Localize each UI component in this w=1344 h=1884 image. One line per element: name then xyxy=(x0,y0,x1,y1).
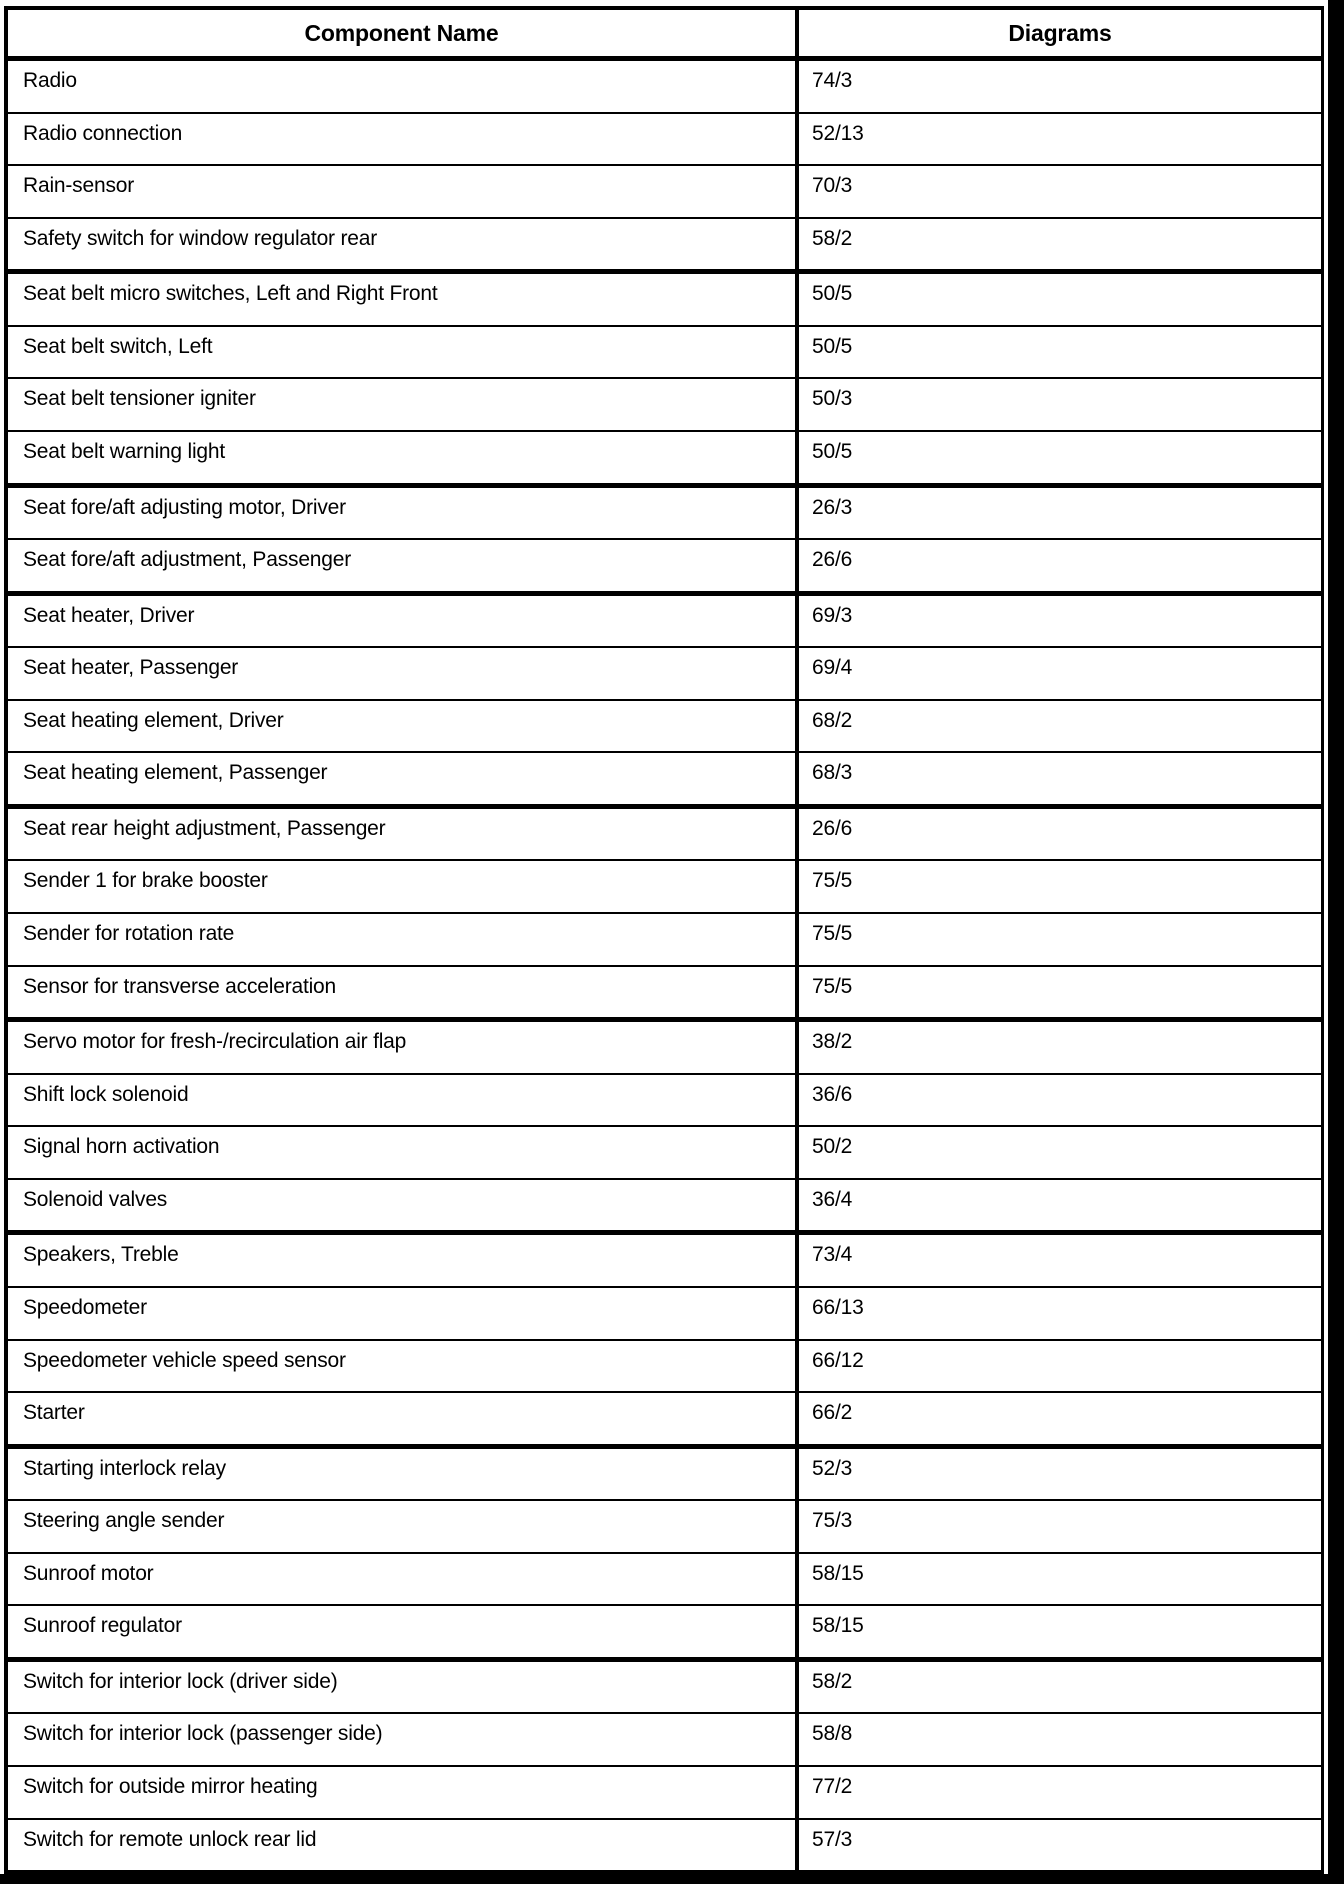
component-name-cell: Seat heating element, Driver xyxy=(8,701,799,752)
diagram-ref-cell: 66/13 xyxy=(812,1295,864,1319)
table-row xyxy=(8,1341,1321,1394)
component-name-cell: Sunroof motor xyxy=(8,1554,799,1605)
diagram-ref-cell: 75/5 xyxy=(812,922,853,945)
component-name-cell: Signal horn activation xyxy=(8,1127,799,1178)
component-name-cell: Seat rear height adjustment, Passenger xyxy=(8,809,799,860)
diagram-ref-cell: 58/2 xyxy=(812,226,853,250)
table-row xyxy=(8,1767,1321,1820)
diagram-ref-cell: 75/5 xyxy=(812,869,853,893)
component-name-cell: Starting interlock relay xyxy=(8,1449,799,1500)
table-row xyxy=(8,809,1321,862)
component-name-cell: Seat heating element, Passenger xyxy=(8,753,799,804)
diagram-ref-cell: 50/3 xyxy=(812,387,853,411)
table-row xyxy=(8,1662,1321,1715)
component-name-cell: Sensor for transverse acceleration xyxy=(8,967,799,1018)
component-name-cell: Seat fore/aft adjusting motor, Driver xyxy=(8,488,799,539)
component-name-cell: Seat belt micro switches, Left and Right Front xyxy=(8,274,799,325)
table-row xyxy=(8,1501,1321,1554)
component-name-cell: Seat fore/aft adjustment, Passenger xyxy=(8,540,799,591)
component-name-cell: Radio connection xyxy=(8,114,799,165)
table-row xyxy=(8,701,1321,754)
diagram-ref-cell: 73/4 xyxy=(812,1243,853,1267)
table-row xyxy=(8,1393,1321,1449)
diagram-ref-cell: 36/6 xyxy=(812,1082,853,1106)
component-name-cell: Switch for outside mirror heating xyxy=(8,1767,799,1818)
diagram-ref-cell: 68/2 xyxy=(812,708,853,732)
component-name-cell: Shift lock solenoid xyxy=(8,1075,799,1126)
table-row xyxy=(8,1127,1321,1180)
scan-edge-bottom xyxy=(0,1874,1344,1884)
table-row xyxy=(8,1714,1321,1767)
table-row xyxy=(8,219,1321,275)
table-row xyxy=(8,488,1321,541)
component-name-cell: Radio xyxy=(8,61,799,112)
diagram-ref-cell: 75/3 xyxy=(812,1509,853,1533)
diagram-ref-cell: 38/2 xyxy=(812,1030,853,1054)
diagram-ref-cell: 26/3 xyxy=(812,495,853,519)
table-row xyxy=(8,648,1321,701)
table-row xyxy=(8,753,1321,809)
table-row xyxy=(8,1449,1321,1502)
table-row xyxy=(8,61,1321,114)
diagram-ref-cell: 50/5 xyxy=(812,334,853,358)
component-name-cell: Servo motor for fresh-/recirculation air flap xyxy=(8,1022,799,1073)
diagram-ref-cell: 58/2 xyxy=(812,1669,853,1693)
component-name-cell: Seat heater, Passenger xyxy=(8,648,799,699)
component-name-cell: Starter xyxy=(8,1393,799,1444)
table-row xyxy=(8,432,1321,488)
diagram-ref-cell: 26/6 xyxy=(812,816,853,840)
component-name-cell: Sunroof regulator xyxy=(8,1606,799,1657)
diagram-ref-cell: 57/3 xyxy=(812,1827,853,1851)
diagram-ref-cell: 50/5 xyxy=(812,439,853,463)
diagram-ref-cell: 68/3 xyxy=(812,761,853,785)
table-row xyxy=(8,967,1321,1023)
diagram-ref-cell: 75/5 xyxy=(812,974,853,998)
scan-edge-right xyxy=(1328,0,1344,1884)
diagram-ref-cell: 69/4 xyxy=(812,656,853,680)
diagram-ref-cell: 69/3 xyxy=(812,603,853,627)
diagram-ref-cell: 58/15 xyxy=(812,1561,864,1585)
component-name-cell: Rain-sensor xyxy=(8,166,799,217)
component-name-cell: Switch for interior lock (passenger side) xyxy=(8,1714,799,1765)
table-row xyxy=(8,327,1321,380)
diagram-ref-cell: 66/12 xyxy=(812,1348,864,1372)
component-name-cell: Solenoid valves xyxy=(8,1180,799,1231)
component-name-cell: Speakers, Treble xyxy=(8,1235,799,1286)
table-row xyxy=(8,1235,1321,1288)
diagram-ref-cell: 26/6 xyxy=(812,548,853,572)
table-row xyxy=(8,861,1321,914)
table-row xyxy=(8,914,1321,967)
component-name-cell: Sender for rotation rate xyxy=(8,914,799,965)
table-header-row xyxy=(8,10,1321,61)
component-name-header: Component Name xyxy=(8,10,799,56)
table-row xyxy=(8,1554,1321,1607)
table-row xyxy=(8,114,1321,167)
component-diagram-table xyxy=(4,6,1324,1874)
table-row xyxy=(8,1288,1321,1341)
component-name-cell: Seat belt switch, Left xyxy=(8,327,799,378)
table-row xyxy=(8,274,1321,327)
diagram-ref-cell: 50/5 xyxy=(812,282,853,306)
diagram-ref-cell: 50/2 xyxy=(812,1135,853,1159)
table-row xyxy=(8,1820,1321,1871)
table-row xyxy=(8,596,1321,649)
diagram-ref-cell: 36/4 xyxy=(812,1187,853,1211)
component-name-cell: Seat belt tensioner igniter xyxy=(8,379,799,430)
table-row xyxy=(8,1606,1321,1662)
table-row xyxy=(8,166,1321,219)
table-row xyxy=(8,379,1321,432)
component-name-cell: Sender 1 for brake booster xyxy=(8,861,799,912)
diagram-ref-cell: 74/3 xyxy=(812,69,853,92)
component-name-cell: Seat belt warning light xyxy=(8,432,799,483)
table-row xyxy=(8,1075,1321,1128)
table-row xyxy=(8,540,1321,596)
diagrams-header: Diagrams xyxy=(1008,19,1112,46)
diagram-ref-cell: 58/8 xyxy=(812,1722,853,1746)
component-name-cell: Switch for interior lock (driver side) xyxy=(8,1662,799,1713)
component-name-cell: Speedometer xyxy=(8,1288,799,1339)
diagram-ref-cell: 77/2 xyxy=(812,1775,853,1798)
table-row xyxy=(8,1180,1321,1236)
diagram-ref-cell: 52/13 xyxy=(812,121,864,145)
diagram-ref-cell: 58/15 xyxy=(812,1614,864,1638)
diagram-ref-cell: 70/3 xyxy=(812,174,853,198)
component-name-cell: Speedometer vehicle speed sensor xyxy=(8,1341,799,1392)
component-name-cell: Safety switch for window regulator rear xyxy=(8,219,799,270)
component-name-cell: Steering angle sender xyxy=(8,1501,799,1552)
component-name-cell: Switch for remote unlock rear lid xyxy=(8,1820,799,1871)
component-name-cell: Seat heater, Driver xyxy=(8,596,799,647)
diagram-ref-cell: 66/2 xyxy=(812,1401,853,1425)
table-row xyxy=(8,1022,1321,1075)
diagram-ref-cell: 52/3 xyxy=(812,1456,853,1480)
